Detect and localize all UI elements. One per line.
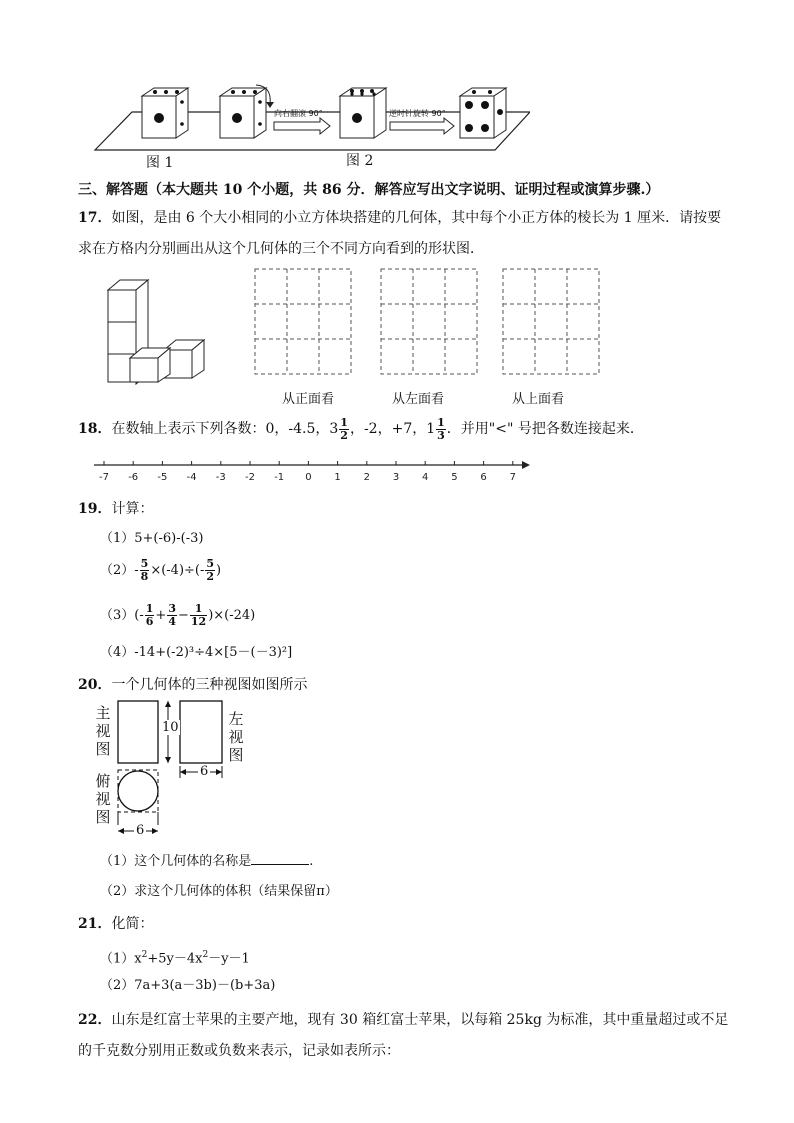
grid-label-front: 从正面看: [282, 392, 335, 407]
front-view: [118, 701, 158, 763]
axis-tick-label: 0: [305, 472, 312, 483]
grid-label-left: 从左面看: [392, 392, 445, 407]
grid-left: [381, 269, 477, 374]
left-view: [180, 701, 222, 763]
width-dimension-top: 6: [136, 823, 145, 838]
fig1-label: 图 1: [146, 155, 174, 171]
q19-title: 19．计算：: [78, 501, 154, 517]
axis-tick-label: 6: [480, 472, 487, 483]
fraction: $\frac{1}{3}$: [437, 415, 445, 442]
q20-title: 20．一个几何体的三种视图如图所示: [78, 677, 308, 693]
top-view-label: 俯 视 图: [95, 772, 111, 826]
q20-p1: （1）这个几何体的名称是 .: [100, 854, 314, 869]
axis-tick-label: 1: [334, 472, 341, 483]
section-heading: 三、解答题（本大题共 10 个小题，共 86 分．解答应写出文字说明、证明过程或演算步骤.）: [78, 182, 660, 198]
q20-p2: （2）求这个几何体的体积（结果保留π）: [100, 884, 338, 899]
q21-p1: $(1)x^2+5y-4x^2-y-1$: [100, 950, 250, 967]
q19-p3: （3）(- $\frac{1}{6}$ + $\frac{3}{4}$ − $\frac{1}{12}$ )×(-24): [100, 602, 256, 628]
die-1: [142, 88, 188, 138]
axis-tick-label: -6: [128, 472, 139, 483]
q19-p2: （2）- $\frac{5}{8}$ ×(-4)÷(- $\frac{5}{2}$ ): [100, 557, 222, 583]
q19-p1: （1）5+(-6)-(-3): [100, 531, 204, 546]
grid-top: [503, 269, 599, 374]
q22-line2: 的千克数分别用正数或负数来表示，记录如表所示：: [78, 1043, 400, 1059]
left-view-label: 左 视 图: [228, 710, 244, 764]
axis-tick-label: 2: [363, 472, 370, 483]
fraction: $\frac{1}{2}$: [340, 415, 348, 442]
die-2: [220, 85, 274, 138]
axis-tick-label: 5: [451, 472, 458, 483]
q17-grids: [254, 268, 614, 380]
axis-tick-label: 7: [509, 472, 516, 483]
q17-solid: [100, 278, 210, 386]
q17-number: 17．: [78, 210, 112, 226]
axis-tick-label: -5: [157, 472, 168, 483]
grid-front: [255, 269, 351, 374]
axis-tick-label: -4: [186, 472, 197, 483]
answer-blank[interactable]: [251, 852, 309, 865]
axis-tick-label: -1: [274, 472, 285, 483]
q18-line: 18．在数轴上表示下列各数：0，-4.5，3 $\frac{1}{2}$ ，-2，+7，1 $\frac{1}{3}$ ．并用"<" 号把各数连接起来．: [78, 415, 644, 442]
q22-line1: 22．山东是红富士苹果的主要产地，现有 30 箱红富士苹果，以每箱 25kg 为标准，其中重量超过或不足: [78, 1012, 729, 1028]
axis-tick-label: 3: [392, 472, 400, 483]
q19-p4: （4）-14+(-2)³÷4×[5－(－3)²]: [100, 645, 293, 660]
width-dimension-left: 6: [200, 764, 209, 779]
q17-line1: 17．如图，是由 6 个大小相同的小立方体块搭建的几何体，其中每个小正方体的棱长为 1 厘米．请按要: [78, 210, 722, 226]
fig2-label: 图 2: [346, 153, 374, 169]
grid-label-top: 从上面看: [512, 392, 565, 407]
q17-line2: 求在方格内分别画出从这个几何体的三个不同方向看到的形状图．: [78, 241, 484, 257]
die-4: [460, 88, 506, 138]
axis-tick-label: 4: [422, 472, 429, 483]
q21-p2: （2）7a+3(a－3b)－(b+3a): [100, 978, 276, 993]
die-3: [340, 88, 386, 138]
axis-tick-label: -2: [245, 472, 255, 483]
axis-tick-label: -3: [215, 472, 226, 483]
front-view-label: 主 视 图: [95, 704, 111, 758]
arrow2-label: 逆时针旋转 90°: [389, 109, 446, 118]
axis-tick-label: -7: [99, 472, 109, 483]
q21-title: 21．化简：: [78, 916, 154, 932]
arrow1-label: 向右翻滚 90°: [274, 109, 323, 118]
number-line: [90, 456, 535, 488]
height-dimension: 10: [162, 720, 179, 735]
